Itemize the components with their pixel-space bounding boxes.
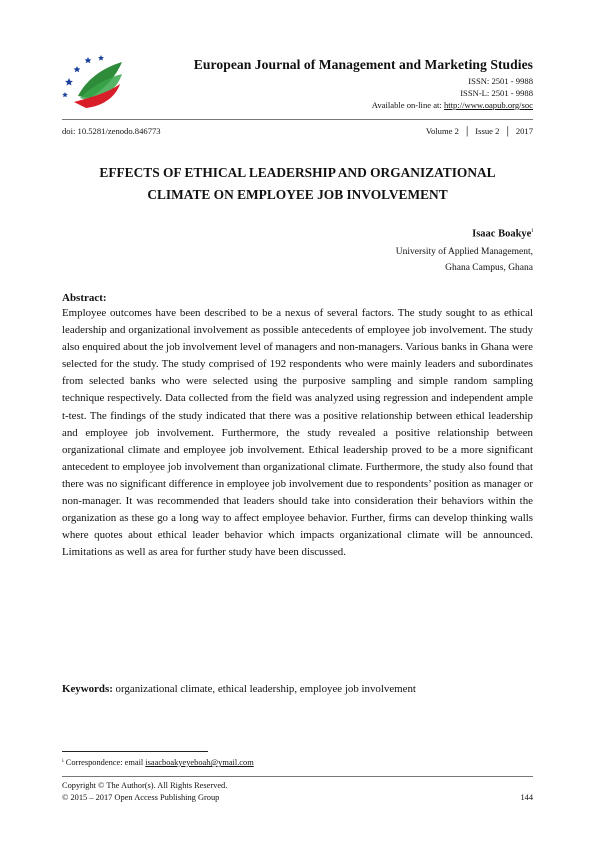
correspondence-footnote bbox=[62, 757, 254, 767]
meta-separator: │ bbox=[504, 126, 511, 136]
doi: doi: 10.5281/zenodo.846773 bbox=[62, 126, 161, 136]
copyright-notice: Copyright © The Author(s). All Rights Reserved. bbox=[62, 781, 228, 790]
page-number: 144 bbox=[520, 793, 533, 802]
abstract-body: Employee outcomes have been described to be a nexus of several factors. The study sought to as ethical leadership and organizational involvement as possible antecedents of employee job involvement. The study also enquired about the job involvement level of managers and non-managers. Various banks in Ghana were selected for the study. The study comprised of 192 respondents who were mainly leaders and subordinates from selected banks who were selected using the purposive sampling and simple random sampling technique respectively. Data collected from the field was analyzed using regression and independent ample t-test. The findings of the study indicated that there was a positive relationship between ethical leadership and employee job involvement. Furthermore, the study revealed a positive relationship between organizational climate and employee job involvement. Ethical leadership proved to be a more significant antecedent to employee job involvement than organizational climate. Furthermore, the study also found that there was no significant difference in employee job involvement due to respondents’ position as manager or non-manager. It was recommended that leaders should take into consideration their behaviors within the organization as these go a long way to affect employee behavior. Further, firms can develop thinking walls where quotes about ethical leader behavior which impacts organizational climate will be announced. Limitations as well as area for further study have been discussed. bbox=[62, 307, 533, 559]
meta-separator: │ bbox=[464, 126, 471, 136]
article-title-line-2: CLIMATE ON EMPLOYEE JOB INVOLVEMENT bbox=[147, 187, 448, 202]
abstract-heading: Abstract: bbox=[62, 292, 107, 304]
journal-title: European Journal of Management and Marketing Studies bbox=[193, 57, 533, 72]
footnote-divider bbox=[62, 751, 208, 752]
online-prefix: Available on-line at: bbox=[371, 100, 444, 110]
year: 2017 bbox=[515, 126, 533, 136]
keywords-label: Keywords: bbox=[62, 683, 113, 695]
footnote-prefix: ⁱ Correspondence: email bbox=[62, 758, 146, 767]
keywords-text: organizational climate, ethical leadership, employee job involvement bbox=[112, 683, 416, 695]
author-footnote-mark: i bbox=[531, 228, 533, 234]
issn-l: ISSN-L: 2501 - 9988 bbox=[460, 88, 533, 98]
article-title bbox=[62, 162, 533, 206]
journal-url-link[interactable]: http://www.oapub.org/soc bbox=[443, 100, 533, 110]
header-divider bbox=[62, 119, 533, 120]
article-title-line-1: EFFECTS OF ETHICAL LEADERSHIP AND ORGANIZATIONAL bbox=[99, 165, 496, 180]
volume-issue-year bbox=[426, 126, 533, 136]
online-availability bbox=[372, 100, 533, 110]
footer-divider bbox=[62, 776, 533, 777]
correspondence-email-link[interactable]: isaacboakyeyeboah@ymail.com bbox=[145, 758, 254, 767]
publisher-notice: © 2015 – 2017 Open Access Publishing Group bbox=[62, 793, 220, 802]
issue: Issue 2 bbox=[475, 126, 500, 136]
journal-logo-icon bbox=[60, 54, 126, 110]
issn: ISSN: 2501 - 9988 bbox=[468, 76, 533, 86]
keywords bbox=[62, 683, 533, 695]
affiliation-line-1: University of Applied Management, bbox=[395, 247, 533, 257]
volume: Volume 2 bbox=[425, 126, 459, 136]
author-name-text: Isaac Boakye bbox=[472, 228, 532, 240]
author-name bbox=[472, 228, 533, 240]
affiliation-line-2: Ghana Campus, Ghana bbox=[445, 263, 533, 273]
